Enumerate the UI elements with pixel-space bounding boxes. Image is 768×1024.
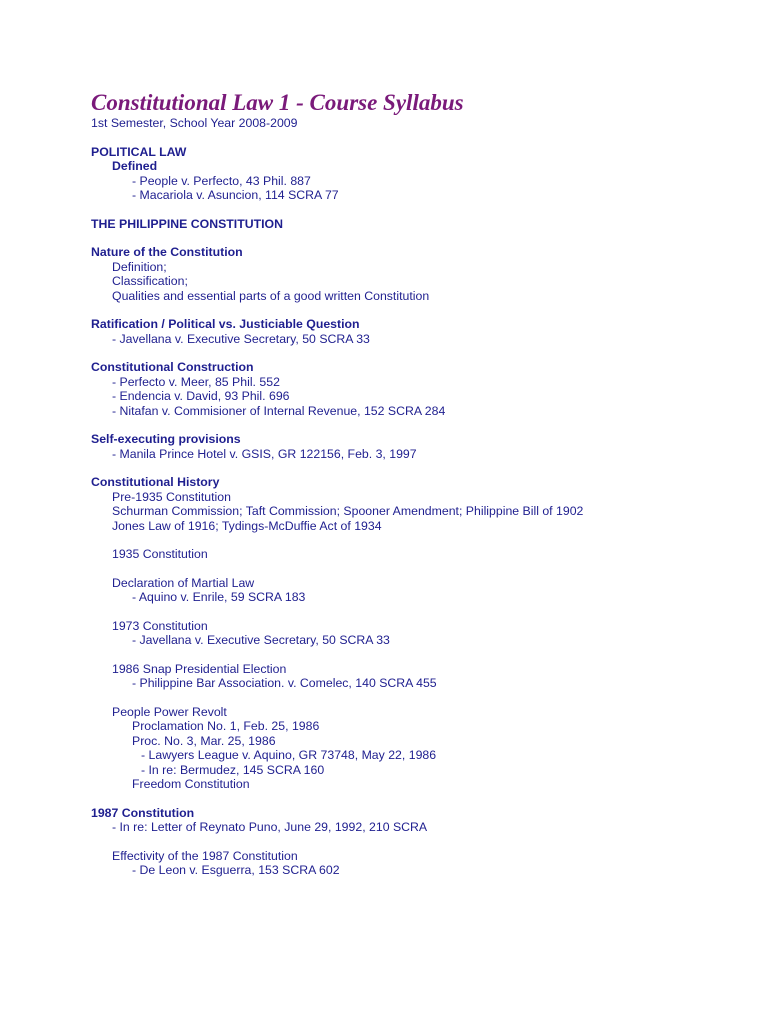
list-item: Schurman Commission; Taft Commission; Spooner Amendment; Philippine Bill of 1902 xyxy=(112,504,584,518)
case-citation: - Manila Prince Hotel v. GSIS, GR 122156, Feb. 3, 1997 xyxy=(112,446,417,461)
subheading-defined: Defined xyxy=(112,159,158,173)
list-item: 1935 Constitution xyxy=(112,547,208,561)
case-citation: - Perfecto v. Meer, 85 Phil. 552 xyxy=(112,374,280,389)
case-citation: - Philippine Bar Association. v. Comelec, 140 SCRA 455 xyxy=(132,676,437,690)
case-citation: - In re: Letter of Reynato Puno, June 29, 1992, 210 SCRA xyxy=(112,820,428,834)
case-citation: - Nitafan v. Commisioner of Internal Revenue, 152 SCRA 284 xyxy=(112,403,446,418)
case-citation: - Endencia v. David, 93 Phil. 696 xyxy=(112,389,290,403)
case-citation: - Lawyers League v. Aquino, GR 73748, May 22, 1986 xyxy=(141,748,437,762)
section-heading: Constitutional History xyxy=(91,475,220,489)
list-item: Proclamation No. 1, Feb. 25, 1986 xyxy=(132,719,320,733)
case-citation: - Javellana v. Executive Secretary, 50 SCRA 33 xyxy=(112,331,370,346)
section-ratification xyxy=(91,317,751,346)
case-citation: - In re: Bermudez, 145 SCRA 160 xyxy=(141,762,325,777)
section-heading: 1987 Constitution xyxy=(91,805,195,820)
section-history xyxy=(91,475,751,792)
document-title: Constitutional Law 1 - Course Syllabus xyxy=(91,90,464,115)
document-subtitle: 1st Semester, School Year 2008-2009 xyxy=(91,116,298,130)
list-item: Effectivity of the 1987 Constitution xyxy=(112,848,298,863)
case-citation: - De Leon v. Esguerra, 153 SCRA 602 xyxy=(132,863,340,877)
section-heading: Ratification / Political vs. Justiciable Question xyxy=(91,317,360,331)
section-self-executing xyxy=(91,432,751,461)
list-item: 1986 Snap Presidential Election xyxy=(112,661,287,676)
list-item: Freedom Constitution xyxy=(132,777,250,791)
section-heading: THE PHILIPPINE CONSTITUTION xyxy=(91,216,283,231)
list-item: Qualities and essential parts of a good written Constitution xyxy=(112,288,430,303)
list-item: Proc. No. 3, Mar. 25, 1986 xyxy=(132,733,276,748)
section-construction xyxy=(91,360,751,418)
section-heading: Self-executing provisions xyxy=(91,432,241,446)
list-item: Declaration of Martial Law xyxy=(112,575,255,590)
section-philippine-constitution xyxy=(91,217,751,232)
list-item: People Power Revolt xyxy=(112,704,227,719)
section-1987-constitution xyxy=(91,806,751,878)
list-item: Classification; xyxy=(112,274,188,288)
case-citation: - People v. Perfecto, 43 Phil. 887 xyxy=(132,173,311,188)
section-nature xyxy=(91,245,751,303)
syllabus-document xyxy=(91,90,751,878)
section-heading: POLITICAL LAW xyxy=(91,144,187,159)
case-citation: - Macariola v. Asuncion, 114 SCRA 77 xyxy=(132,188,339,202)
section-heading: Constitutional Construction xyxy=(91,360,254,374)
section-heading: Nature of the Constitution xyxy=(91,245,243,259)
list-item: Definition; xyxy=(112,259,167,274)
list-item: Pre-1935 Constitution xyxy=(112,489,231,504)
list-item: Jones Law of 1916; Tydings-McDuffie Act of 1934 xyxy=(112,518,382,533)
case-citation: - Aquino v. Enrile, 59 SCRA 183 xyxy=(132,590,306,604)
list-item: 1973 Constitution xyxy=(112,618,208,633)
case-citation: - Javellana v. Executive Secretary, 50 SCRA 33 xyxy=(132,633,390,647)
section-political-law xyxy=(91,145,751,203)
